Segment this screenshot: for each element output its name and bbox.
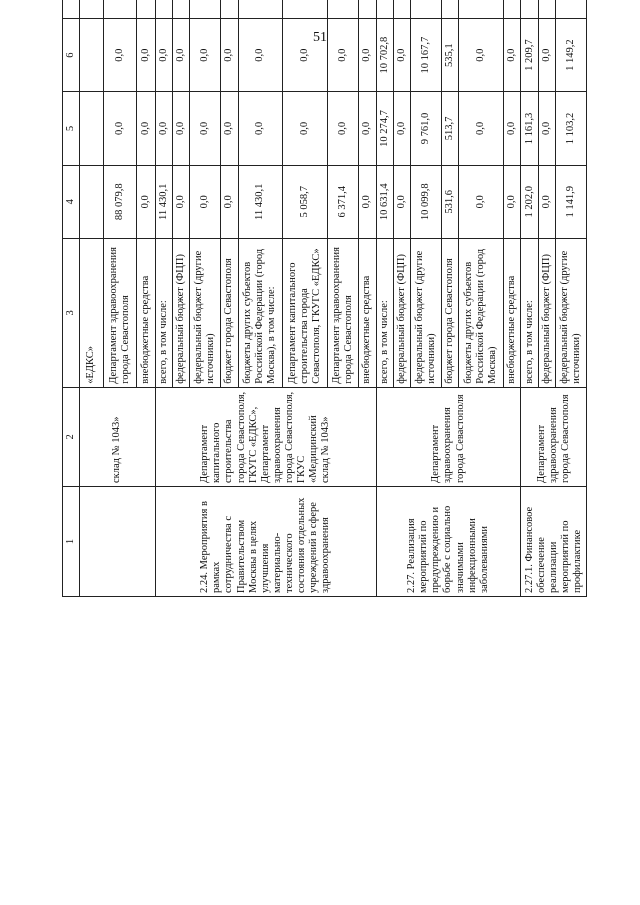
column-header: 6 [63, 18, 80, 91]
value-cell [80, 92, 104, 165]
source-cell: федеральный бюджет (ФЦП) [538, 238, 555, 387]
value-cell: 0,0 [328, 92, 359, 165]
value-cell: 10 702,8 [376, 18, 393, 91]
executor-cell: Департамент здравоохранения города Севастополя [521, 387, 587, 486]
value-cell: 10 167,7 [411, 18, 442, 91]
source-cell: федеральный бюджет (ФЦП) [393, 238, 410, 387]
source-cell: бюджеты других субъектов Российской Федерации (город Москва), в том числе: [238, 238, 283, 387]
value-cell [80, 165, 104, 238]
column-header [63, 0, 80, 18]
value-cell: 0,0 [173, 165, 190, 238]
value-cell [359, 0, 376, 18]
page-number: 51 [313, 30, 327, 45]
value-cell: 9 761,0 [411, 92, 442, 165]
source-cell: внебюджетные средства [137, 238, 155, 387]
value-cell [238, 0, 283, 18]
executor-cell: склад № 1043» [80, 387, 156, 486]
value-cell: 0,0 [137, 92, 155, 165]
value-cell: 0,0 [155, 92, 172, 165]
source-cell: бюджеты других субъектов Российской Федерации (город Москва) [459, 238, 504, 387]
value-cell: 1 202,0 [521, 165, 538, 238]
value-cell: 0,0 [190, 18, 221, 91]
value-cell: 0,0 [238, 18, 283, 91]
value-cell: 0,0 [104, 18, 137, 91]
value-cell: 0,0 [359, 18, 376, 91]
value-cell: 0,0 [283, 18, 328, 91]
value-cell: 0,0 [393, 92, 410, 165]
value-cell: 0,0 [538, 165, 555, 238]
value-cell: 10 631,4 [376, 165, 393, 238]
section-2-24 [155, 0, 376, 597]
activity-cell [80, 487, 156, 597]
value-cell: 11 430,1 [155, 165, 172, 238]
value-cell: 0,0 [190, 165, 221, 238]
value-cell: 0,0 [190, 92, 221, 165]
value-cell [521, 0, 538, 18]
value-cell [221, 0, 238, 18]
value-cell: 0,0 [504, 18, 521, 91]
value-cell: 0,0 [173, 92, 190, 165]
value-cell: 0,0 [459, 92, 504, 165]
column-header: 2 [63, 387, 80, 486]
value-cell: 0,0 [238, 92, 283, 165]
value-cell: 1 149,2 [555, 18, 586, 91]
value-cell: 0,0 [504, 92, 521, 165]
value-cell: 0,0 [393, 165, 410, 238]
value-cell: 0,0 [538, 18, 555, 91]
value-cell: 0,0 [359, 165, 376, 238]
value-cell: 1 161,3 [521, 92, 538, 165]
source-cell: всего, в том числе: [376, 238, 393, 387]
source-cell: федеральный бюджет (другие источники) [555, 238, 586, 387]
rotated-page-area [62, 36, 587, 883]
value-cell: 11 430,1 [238, 165, 283, 238]
activity-cell: 2.27. Реализация мероприятий по предупреждению и борьбе с социально значимыми инфекционными заболеваниями [376, 487, 521, 597]
table-row [80, 0, 104, 597]
value-cell: 0,0 [221, 18, 238, 91]
source-cell: федеральный бюджет (ФЦП) [173, 238, 190, 387]
executor-cell: Департамент здравоохранения города Севастополя [376, 387, 521, 486]
value-cell: 0,0 [283, 92, 328, 165]
value-cell [190, 0, 221, 18]
source-cell: внебюджетные средства [504, 238, 521, 387]
column-header: 3 [63, 238, 80, 387]
activity-cell: 2.27.1. Финансовое обеспечение реализации мероприятий по профилактике [521, 487, 587, 597]
source-cell: внебюджетные средства [359, 238, 376, 387]
table-row [155, 0, 172, 597]
header-row [63, 0, 80, 597]
column-header: 1 [63, 487, 80, 597]
value-cell [459, 0, 504, 18]
value-cell: 6 371,4 [328, 165, 359, 238]
source-cell: федеральный бюджет (другие источники) [190, 238, 221, 387]
executor-cell: Департамент капитального строительства города Севастополя, ГКУГС «ЕДКС», Департамент здравоохранения города Севастополя, ГКУС «Медицинский склад № 1043» [155, 387, 376, 486]
value-cell [155, 0, 172, 18]
value-cell [376, 0, 393, 18]
section-2-27-1 [521, 0, 587, 597]
source-cell: Департамент здравоохранения города Севастополя [328, 238, 359, 387]
value-cell: 88 079,8 [104, 165, 137, 238]
value-cell [80, 0, 104, 18]
source-cell: Департамент здравоохранения города Севастополя [104, 238, 137, 387]
source-cell: Департамент капитального строительства города Севастополя, ГКУГС «ЕДКС» [283, 238, 328, 387]
column-header: 4 [63, 165, 80, 238]
value-cell: 10 099,8 [411, 165, 442, 238]
value-cell: 0,0 [459, 165, 504, 238]
value-cell: 0,0 [504, 165, 521, 238]
value-cell: 0,0 [538, 92, 555, 165]
value-cell: 0,0 [173, 18, 190, 91]
value-cell [328, 0, 359, 18]
source-cell: федеральный бюджет (другие источники) [411, 238, 442, 387]
value-cell: 1 141,9 [555, 165, 586, 238]
value-cell: 10 274,7 [376, 92, 393, 165]
value-cell [137, 0, 155, 18]
value-cell: 0,0 [393, 18, 410, 91]
table-row [521, 0, 538, 597]
value-cell: 0,0 [221, 165, 238, 238]
source-cell: всего, в том числе: [155, 238, 172, 387]
value-cell: 1 103,2 [555, 92, 586, 165]
source-cell: бюджет города Севастополя [221, 238, 238, 387]
value-cell [538, 0, 555, 18]
value-cell: 0,0 [328, 18, 359, 91]
value-cell: 5 058,7 [283, 165, 328, 238]
value-cell [504, 0, 521, 18]
value-cell: 0,0 [459, 18, 504, 91]
value-cell [411, 0, 442, 18]
section-2-27 [376, 0, 521, 597]
budget-table [62, 0, 587, 597]
column-header: 5 [63, 92, 80, 165]
value-cell: 1 209,7 [521, 18, 538, 91]
value-cell: 0,0 [359, 92, 376, 165]
value-cell [442, 0, 459, 18]
value-cell [283, 0, 328, 18]
source-cell: всего, в том числе: [521, 238, 538, 387]
source-cell: «ЕДКС» [80, 238, 104, 387]
value-cell [555, 0, 586, 18]
value-cell [80, 18, 104, 91]
source-cell: бюджет города Севастополя [442, 238, 459, 387]
value-cell: 0,0 [137, 18, 155, 91]
value-cell [393, 0, 410, 18]
value-cell: 0,0 [221, 92, 238, 165]
value-cell [173, 0, 190, 18]
value-cell: 0,0 [155, 18, 172, 91]
value-cell: 0,0 [137, 165, 155, 238]
value-cell: 0,0 [104, 92, 137, 165]
table-row [376, 0, 393, 597]
value-cell: 535,1 [442, 18, 459, 91]
activity-cell: 2.24. Мероприятия в рамках сотрудничества с Правительством Москвы в целях улучшения материально-технического состояния отдельных учреждений в сфере здравоохранения [155, 487, 376, 597]
rotated-table-wrapper [62, 0, 587, 597]
value-cell: 513,7 [442, 92, 459, 165]
value-cell [104, 0, 137, 18]
value-cell: 531,6 [442, 165, 459, 238]
